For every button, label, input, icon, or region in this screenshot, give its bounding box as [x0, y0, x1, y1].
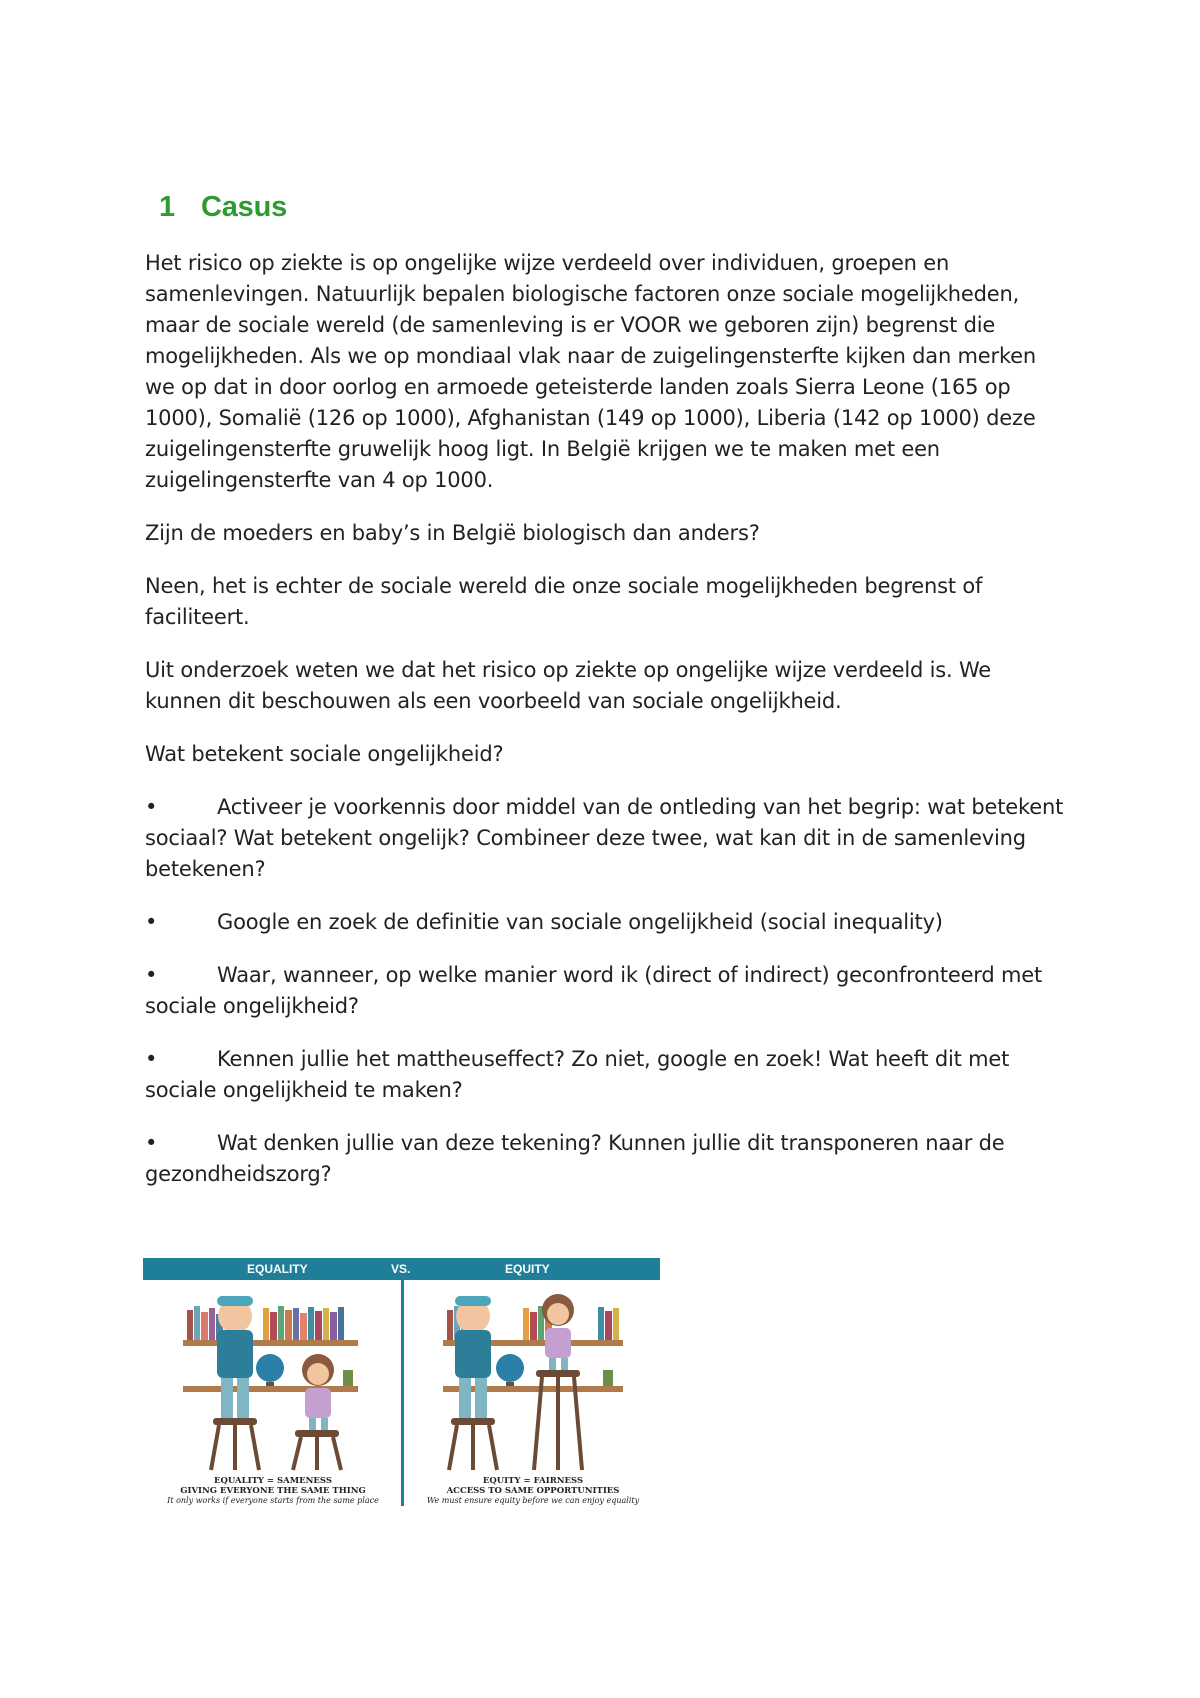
bullet-symbol: • [145, 1047, 158, 1071]
left-caption-note: It only works if everyone starts from the same place [167, 1496, 379, 1505]
section-heading [159, 190, 1065, 224]
bullet-item [145, 960, 1065, 1022]
right-short-child [542, 1294, 574, 1370]
bullet-symbol: • [145, 910, 158, 934]
paragraph-question: Zijn de moeders en baby’s in België biologisch dan anders? [145, 521, 760, 545]
bullet-symbol: • [145, 1131, 158, 1155]
header-vs-label: VS. [391, 1262, 411, 1276]
bullet-item [145, 1128, 1065, 1190]
left-short-child [302, 1354, 334, 1430]
bullet-text: Wat denken jullie van deze tekening? Kunnen jullie dit transponeren naar de gezondheidszorg? [145, 1131, 1005, 1186]
paragraph-research: Uit onderzoek weten we dat het risico op ziekte op ongelijke wijze verdeeld is. We kunnen dit beschouwen als een voorbeeld van sociale ongelijkheid. [145, 658, 992, 713]
bullet-text: Kennen jullie het mattheuseffect? Zo niet, google en zoek! Wat heeft dit met sociale ongelijkheid te maken? [145, 1047, 1010, 1102]
left-caption-title: EQUALITY = SAMENESS [214, 1476, 332, 1486]
right-caption [413, 1476, 653, 1506]
left-caption-subtitle: GIVING EVERYONE THE SAME THING [180, 1486, 366, 1496]
bullet-symbol: • [145, 795, 158, 819]
right-tall-child [455, 1296, 491, 1418]
paragraph-definition-question: Wat betekent sociale ongelijkheid? [145, 742, 504, 766]
bullet-text: Activeer je voorkennis door middel van de ontleding van het begrip: wat betekent sociaal? Wat betekent ongelijk? Combineer deze twee, wat kan dit in de samenleving betekenen? [145, 795, 1064, 881]
document-body [145, 190, 1065, 1212]
paragraph-answer: Neen, het is echter de sociale wereld die onze sociale mogelijkheden begrenst of faciliteert. [145, 574, 983, 629]
bullet-item [145, 792, 1065, 885]
bullet-text: Google en zoek de definitie van sociale ongelijkheid (social inequality) [217, 910, 943, 934]
paragraph-intro: Het risico op ziekte is op ongelijke wijze verdeeld over individuen, groepen en samenlevingen. Natuurlijk bepalen biologische factoren onze sociale mogelijkheden, maar de sociale wereld (de samenleving is er VOOR we geboren zijn) begrenst die mogelijkheden. Als we op mondiaal vlak naar de zuigelingensterfte kijken dan merken we op dat in door oorlog en armoede geteisterde landen zoals Sierra Leone (165 op 1000), Somalië (126 op 1000), Afghanistan (149 op 1000), Liberia (142 op 1000) deze zuigelingensterfte gruwelijk hoog ligt. In België krijgen we te maken met een zuigelingensterfte van 4 op 1000. [145, 251, 1036, 492]
section-title: Casus [201, 191, 288, 223]
header-equity-label: EQUITY [505, 1262, 550, 1276]
header-equality-label: EQUALITY [247, 1262, 308, 1276]
left-tall-child [217, 1296, 253, 1418]
section-number: 1 [159, 191, 175, 223]
equality-vs-equity-illustration [143, 1258, 660, 1514]
bullet-item [145, 907, 1065, 938]
right-caption-title: EQUITY = FAIRNESS [482, 1476, 584, 1486]
right-caption-note: We must ensure equity before we can enjoy equality [426, 1496, 640, 1505]
bullet-symbol: • [145, 963, 158, 987]
bullet-text: Waar, wanneer, op welke manier word ik (direct of indirect) geconfronteerd met sociale ongelijkheid? [145, 963, 1042, 1018]
bullet-item [145, 1044, 1065, 1106]
right-caption-subtitle: ACCESS TO SAME OPPORTUNITIES [446, 1486, 620, 1496]
left-bookshelf [183, 1306, 358, 1392]
left-caption [153, 1476, 393, 1506]
